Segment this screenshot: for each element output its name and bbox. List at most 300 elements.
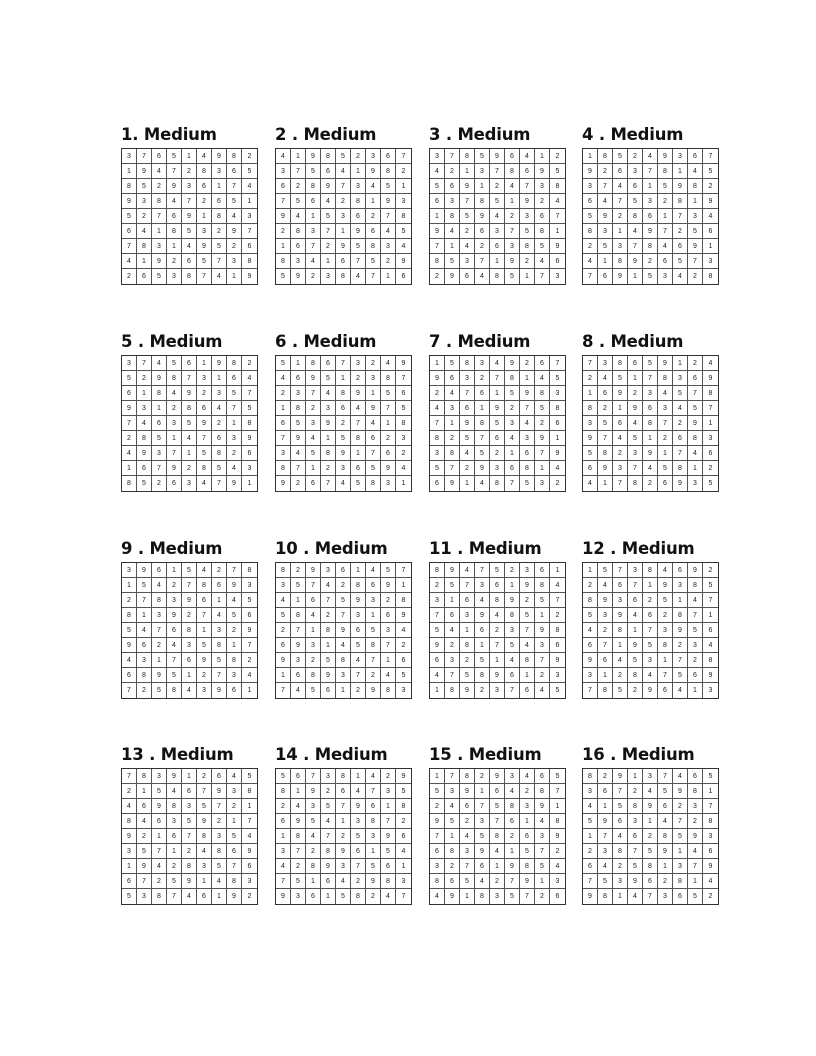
grid-cell: 9 [197,416,212,431]
grid-cell: 6 [152,563,167,578]
grid-cell: 1 [613,224,628,239]
grid-cell: 3 [366,829,381,844]
grid-cell: 6 [550,254,565,269]
grid-cell: 3 [396,874,411,889]
grid-cell: 6 [445,608,460,623]
grid-cell: 6 [351,209,366,224]
grid-cell: 9 [628,638,643,653]
grid-cell: 7 [703,593,718,608]
grid-cell: 9 [475,461,490,476]
grid-cell: 4 [673,683,688,698]
grid-cell: 8 [535,386,550,401]
grid-cell: 2 [613,446,628,461]
grid-cell: 5 [535,859,550,874]
grid-cell: 3 [598,356,613,371]
grid-cell: 9 [306,149,321,164]
grid-cell: 9 [673,623,688,638]
grid-cell: 6 [490,239,505,254]
grid-cell: 3 [197,224,212,239]
grid-cell: 1 [490,653,505,668]
grid-cell: 4 [430,668,445,683]
grid-cell: 1 [658,209,673,224]
grid-cell: 6 [430,194,445,209]
grid-cell: 3 [445,194,460,209]
grid-cell: 6 [445,874,460,889]
grid-cell: 1 [703,416,718,431]
grid-cell: 3 [306,224,321,239]
grid-cell: 7 [152,844,167,859]
sudoku-grid [429,148,566,285]
grid-cell: 8 [535,224,550,239]
grid-cell: 2 [227,799,242,814]
grid-cell: 4 [122,254,137,269]
grid-cell: 9 [152,371,167,386]
grid-cell: 9 [445,889,460,904]
grid-cell: 1 [658,859,673,874]
grid-cell: 5 [366,461,381,476]
grid-cell: 1 [490,859,505,874]
grid-cell: 2 [628,149,643,164]
grid-cell: 1 [306,461,321,476]
grid-cell: 8 [182,269,197,284]
grid-cell: 9 [321,668,336,683]
grid-cell: 7 [673,653,688,668]
puzzle-title: 2 . Medium [275,125,377,144]
grid-cell: 5 [505,889,520,904]
grid-cell: 6 [555,893,560,900]
grid-cell: 7 [535,653,550,668]
grid-cell: 8 [291,224,306,239]
grid-cell: 3 [445,401,460,416]
grid-cell: 9 [197,239,212,254]
grid-cell: 3 [460,608,475,623]
grid-cell: 6 [122,224,137,239]
grid-cell: 3 [212,829,227,844]
grid-cell: 1 [505,194,520,209]
grid-cell: 4 [535,371,550,386]
grid-cell: 7 [613,784,628,799]
grid-cell: 1 [321,431,336,446]
grid-cell: 4 [445,623,460,638]
grid-cell: 8 [167,683,182,698]
grid-cell: 1 [445,593,460,608]
grid-cell: 5 [490,416,505,431]
grid-cell: 1 [321,638,336,653]
grid-cell: 6 [306,194,321,209]
grid-cell: 5 [321,653,336,668]
grid-cell: 8 [490,829,505,844]
puzzle-title: 12 . Medium [582,539,695,558]
grid-cell: 8 [475,668,490,683]
grid-cell: 8 [276,563,291,578]
puzzle-2 [275,124,415,285]
grid-cell: 4 [550,194,565,209]
grid-cell: 2 [276,224,291,239]
grid-cell: 6 [396,386,411,401]
grid-cell: 6 [122,668,137,683]
grid-cell: 5 [535,401,550,416]
grid-cell: 8 [212,844,227,859]
grid-cell: 6 [475,224,490,239]
grid-cell: 4 [276,859,291,874]
grid-cell: 2 [598,401,613,416]
grid-cell: 5 [688,224,703,239]
grid-cell: 8 [550,814,565,829]
grid-cell: 7 [336,608,351,623]
grid-cell: 5 [550,164,565,179]
grid-cell: 8 [182,623,197,638]
grid-cell: 1 [583,149,598,164]
grid-cell: 3 [366,149,381,164]
grid-cell: 9 [227,889,242,904]
grid-cell: 4 [505,653,520,668]
grid-cell: 6 [535,209,550,224]
grid-cell: 8 [643,859,658,874]
grid-cell: 4 [227,209,242,224]
grid-cell: 3 [628,164,643,179]
grid-cell: 3 [673,371,688,386]
puzzle-3 [429,124,569,285]
grid-cell: 6 [430,844,445,859]
grid-cell: 5 [430,461,445,476]
grid-cell: 2 [242,356,257,371]
grid-cell: 9 [550,829,565,844]
grid-cell: 4 [242,829,257,844]
grid-cell: 7 [167,889,182,904]
grid-cell: 1 [137,784,152,799]
grid-cell: 1 [242,799,257,814]
grid-cell: 1 [227,814,242,829]
grid-cell: 4 [613,653,628,668]
grid-cell: 1 [550,799,565,814]
grid-cell: 3 [381,784,396,799]
grid-cell: 9 [460,416,475,431]
grid-cell: 6 [227,683,242,698]
grid-cell: 3 [276,164,291,179]
grid-cell: 2 [336,829,351,844]
grid-cell: 4 [122,799,137,814]
grid-cell: 6 [643,401,658,416]
grid-cell: 7 [673,209,688,224]
grid-cell: 9 [535,164,550,179]
grid-cell: 3 [182,799,197,814]
grid-cell: 5 [276,769,291,784]
grid-cell: 7 [197,608,212,623]
grid-cell: 5 [475,653,490,668]
grid-cell: 5 [366,623,381,638]
grid-cell: 6 [182,653,197,668]
grid-cell: 1 [182,668,197,683]
grid-cell: 3 [643,194,658,209]
grid-cell: 4 [242,371,257,386]
grid-cell: 3 [628,563,643,578]
grid-cell: 5 [535,593,550,608]
grid-cell: 5 [628,653,643,668]
grid-cell: 4 [598,371,613,386]
grid-cell: 7 [475,431,490,446]
grid-cell: 1 [658,446,673,461]
grid-cell: 2 [122,784,137,799]
grid-cell: 6 [137,269,152,284]
grid-cell: 2 [460,224,475,239]
grid-cell: 1 [658,653,673,668]
grid-cell: 8 [598,446,613,461]
sudoku-grid [121,562,258,699]
grid-cell: 8 [703,386,718,401]
grid-cell: 5 [182,563,197,578]
grid-cell: 9 [242,431,257,446]
grid-cell: 2 [598,623,613,638]
grid-cell: 4 [336,164,351,179]
grid-cell: 3 [212,164,227,179]
grid-cell: 9 [550,446,565,461]
grid-cell: 8 [688,784,703,799]
grid-cell: 3 [276,844,291,859]
grid-cell: 2 [535,194,550,209]
grid-cell: 2 [321,608,336,623]
grid-cell: 2 [460,814,475,829]
grid-cell: 9 [276,889,291,904]
grid-cell: 2 [658,194,673,209]
grid-cell: 2 [643,593,658,608]
grid-cell: 9 [658,149,673,164]
grid-cell: 8 [306,179,321,194]
grid-cell: 9 [505,593,520,608]
grid-cell: 7 [688,859,703,874]
grid-cell: 5 [703,578,718,593]
grid-cell: 6 [673,239,688,254]
grid-cell: 8 [122,608,137,623]
grid-cell: 8 [460,638,475,653]
grid-cell: 5 [445,356,460,371]
grid-cell: 9 [430,224,445,239]
grid-cell: 3 [658,269,673,284]
grid-cell: 7 [212,799,227,814]
grid-cell: 6 [475,859,490,874]
grid-cell: 9 [643,446,658,461]
grid-cell: 2 [658,431,673,446]
grid-cell: 6 [490,431,505,446]
grid-cell: 3 [401,687,406,694]
grid-cell: 9 [336,239,351,254]
grid-cell: 1 [505,578,520,593]
grid-cell: 3 [137,889,152,904]
grid-cell: 7 [396,149,411,164]
grid-cell: 1 [291,593,306,608]
grid-cell: 1 [366,844,381,859]
grid-cell: 7 [643,371,658,386]
puzzle-title: 6 . Medium [275,332,377,351]
grid-cell: 5 [152,269,167,284]
grid-cell: 6 [598,653,613,668]
grid-cell: 5 [628,859,643,874]
grid-cell: 1 [276,401,291,416]
grid-cell: 4 [197,149,212,164]
grid-cell: 5 [628,194,643,209]
grid-cell: 8 [336,653,351,668]
grid-cell: 7 [336,179,351,194]
grid-cell: 2 [351,149,366,164]
grid-cell: 3 [475,814,490,829]
grid-cell: 2 [152,638,167,653]
grid-cell: 1 [673,844,688,859]
grid-cell: 7 [351,668,366,683]
grid-cell: 6 [505,461,520,476]
grid-cell: 1 [396,179,411,194]
grid-cell: 7 [643,164,658,179]
grid-cell: 9 [688,563,703,578]
grid-cell: 1 [475,179,490,194]
grid-cell: 9 [336,623,351,638]
grid-cell: 4 [306,254,321,269]
sudoku-grid [429,355,566,492]
grid-cell: 9 [291,814,306,829]
grid-cell: 7 [227,859,242,874]
grid-cell: 8 [658,164,673,179]
grid-cell: 4 [137,416,152,431]
grid-cell: 6 [535,356,550,371]
grid-cell: 8 [445,446,460,461]
grid-cell: 6 [658,254,673,269]
grid-cell: 2 [152,476,167,491]
grid-cell: 9 [643,224,658,239]
grid-cell: 1 [242,194,257,209]
grid-cell: 2 [276,386,291,401]
grid-cell: 4 [152,164,167,179]
grid-cell: 4 [381,668,396,683]
grid-cell: 9 [613,386,628,401]
grid-cell: 6 [212,194,227,209]
grid-cell: 5 [460,668,475,683]
grid-cell: 7 [430,608,445,623]
grid-cell: 8 [613,356,628,371]
grid-cell: 9 [430,638,445,653]
grid-cell: 8 [688,179,703,194]
grid-cell: 4 [475,874,490,889]
grid-cell: 1 [276,829,291,844]
grid-cell: 1 [520,668,535,683]
grid-cell: 7 [321,476,336,491]
grid-cell: 8 [505,799,520,814]
grid-cell: 1 [182,769,197,784]
grid-cell: 4 [643,461,658,476]
grid-cell: 1 [550,224,565,239]
grid-cell: 3 [152,446,167,461]
grid-cell: 1 [366,194,381,209]
grid-cell: 7 [242,224,257,239]
grid-cell: 6 [242,608,257,623]
grid-cell: 1 [583,829,598,844]
grid-cell: 6 [182,356,197,371]
grid-cell: 2 [291,859,306,874]
grid-cell: 1 [613,638,628,653]
grid-cell: 7 [460,578,475,593]
grid-cell: 4 [628,889,643,904]
grid-cell: 2 [628,386,643,401]
grid-cell: 6 [598,784,613,799]
grid-cell: 7 [336,356,351,371]
grid-cell: 3 [703,829,718,844]
puzzle-title: 7 . Medium [429,332,531,351]
grid-cell: 9 [167,769,182,784]
grid-cell: 1 [460,889,475,904]
grid-cell: 2 [321,239,336,254]
grid-cell: 5 [643,356,658,371]
grid-cell: 6 [505,814,520,829]
grid-cell: 8 [182,859,197,874]
grid-cell: 1 [598,476,613,491]
grid-cell: 5 [366,859,381,874]
grid-cell: 7 [197,431,212,446]
grid-cell: 9 [152,254,167,269]
grid-cell: 7 [673,814,688,829]
puzzle-13 [121,744,261,905]
grid-cell: 1 [306,623,321,638]
grid-cell: 2 [381,254,396,269]
grid-cell: 1 [703,239,718,254]
grid-cell: 5 [505,386,520,401]
grid-cell: 9 [167,461,182,476]
grid-cell: 8 [550,401,565,416]
grid-cell: 4 [152,859,167,874]
grid-cell: 5 [152,683,167,698]
grid-cell: 7 [137,593,152,608]
grid-cell: 6 [182,784,197,799]
grid-cell: 1 [505,446,520,461]
grid-cell: 3 [291,653,306,668]
grid-cell: 1 [152,829,167,844]
grid-cell: 4 [366,769,381,784]
grid-cell: 1 [291,149,306,164]
grid-cell: 5 [613,371,628,386]
grid-cell: 3 [306,799,321,814]
grid-cell: 3 [152,239,167,254]
grid-cell: 7 [306,239,321,254]
grid-cell: 8 [122,179,137,194]
grid-cell: 2 [167,254,182,269]
grid-cell: 2 [673,224,688,239]
grid-cell: 6 [212,431,227,446]
grid-cell: 4 [291,683,306,698]
grid-cell: 9 [396,356,411,371]
grid-cell: 5 [167,874,182,889]
grid-cell: 7 [598,829,613,844]
grid-cell: 2 [520,254,535,269]
grid-cell: 7 [291,164,306,179]
grid-cell: 7 [182,194,197,209]
grid-cell: 7 [182,371,197,386]
grid-cell: 4 [167,194,182,209]
grid-cell: 2 [475,769,490,784]
grid-cell: 5 [242,401,257,416]
grid-cell: 4 [242,668,257,683]
grid-cell: 5 [212,859,227,874]
grid-cell: 7 [152,461,167,476]
grid-cell: 3 [137,401,152,416]
grid-cell: 4 [152,356,167,371]
grid-cell: 7 [396,371,411,386]
grid-cell: 4 [212,608,227,623]
sudoku-grid [582,148,719,285]
grid-cell: 5 [583,446,598,461]
grid-cell: 7 [535,844,550,859]
grid-cell: 7 [703,799,718,814]
grid-cell: 5 [212,461,227,476]
grid-cell: 4 [430,889,445,904]
grid-cell: 3 [152,769,167,784]
grid-cell: 1 [643,578,658,593]
grid-cell: 3 [182,476,197,491]
